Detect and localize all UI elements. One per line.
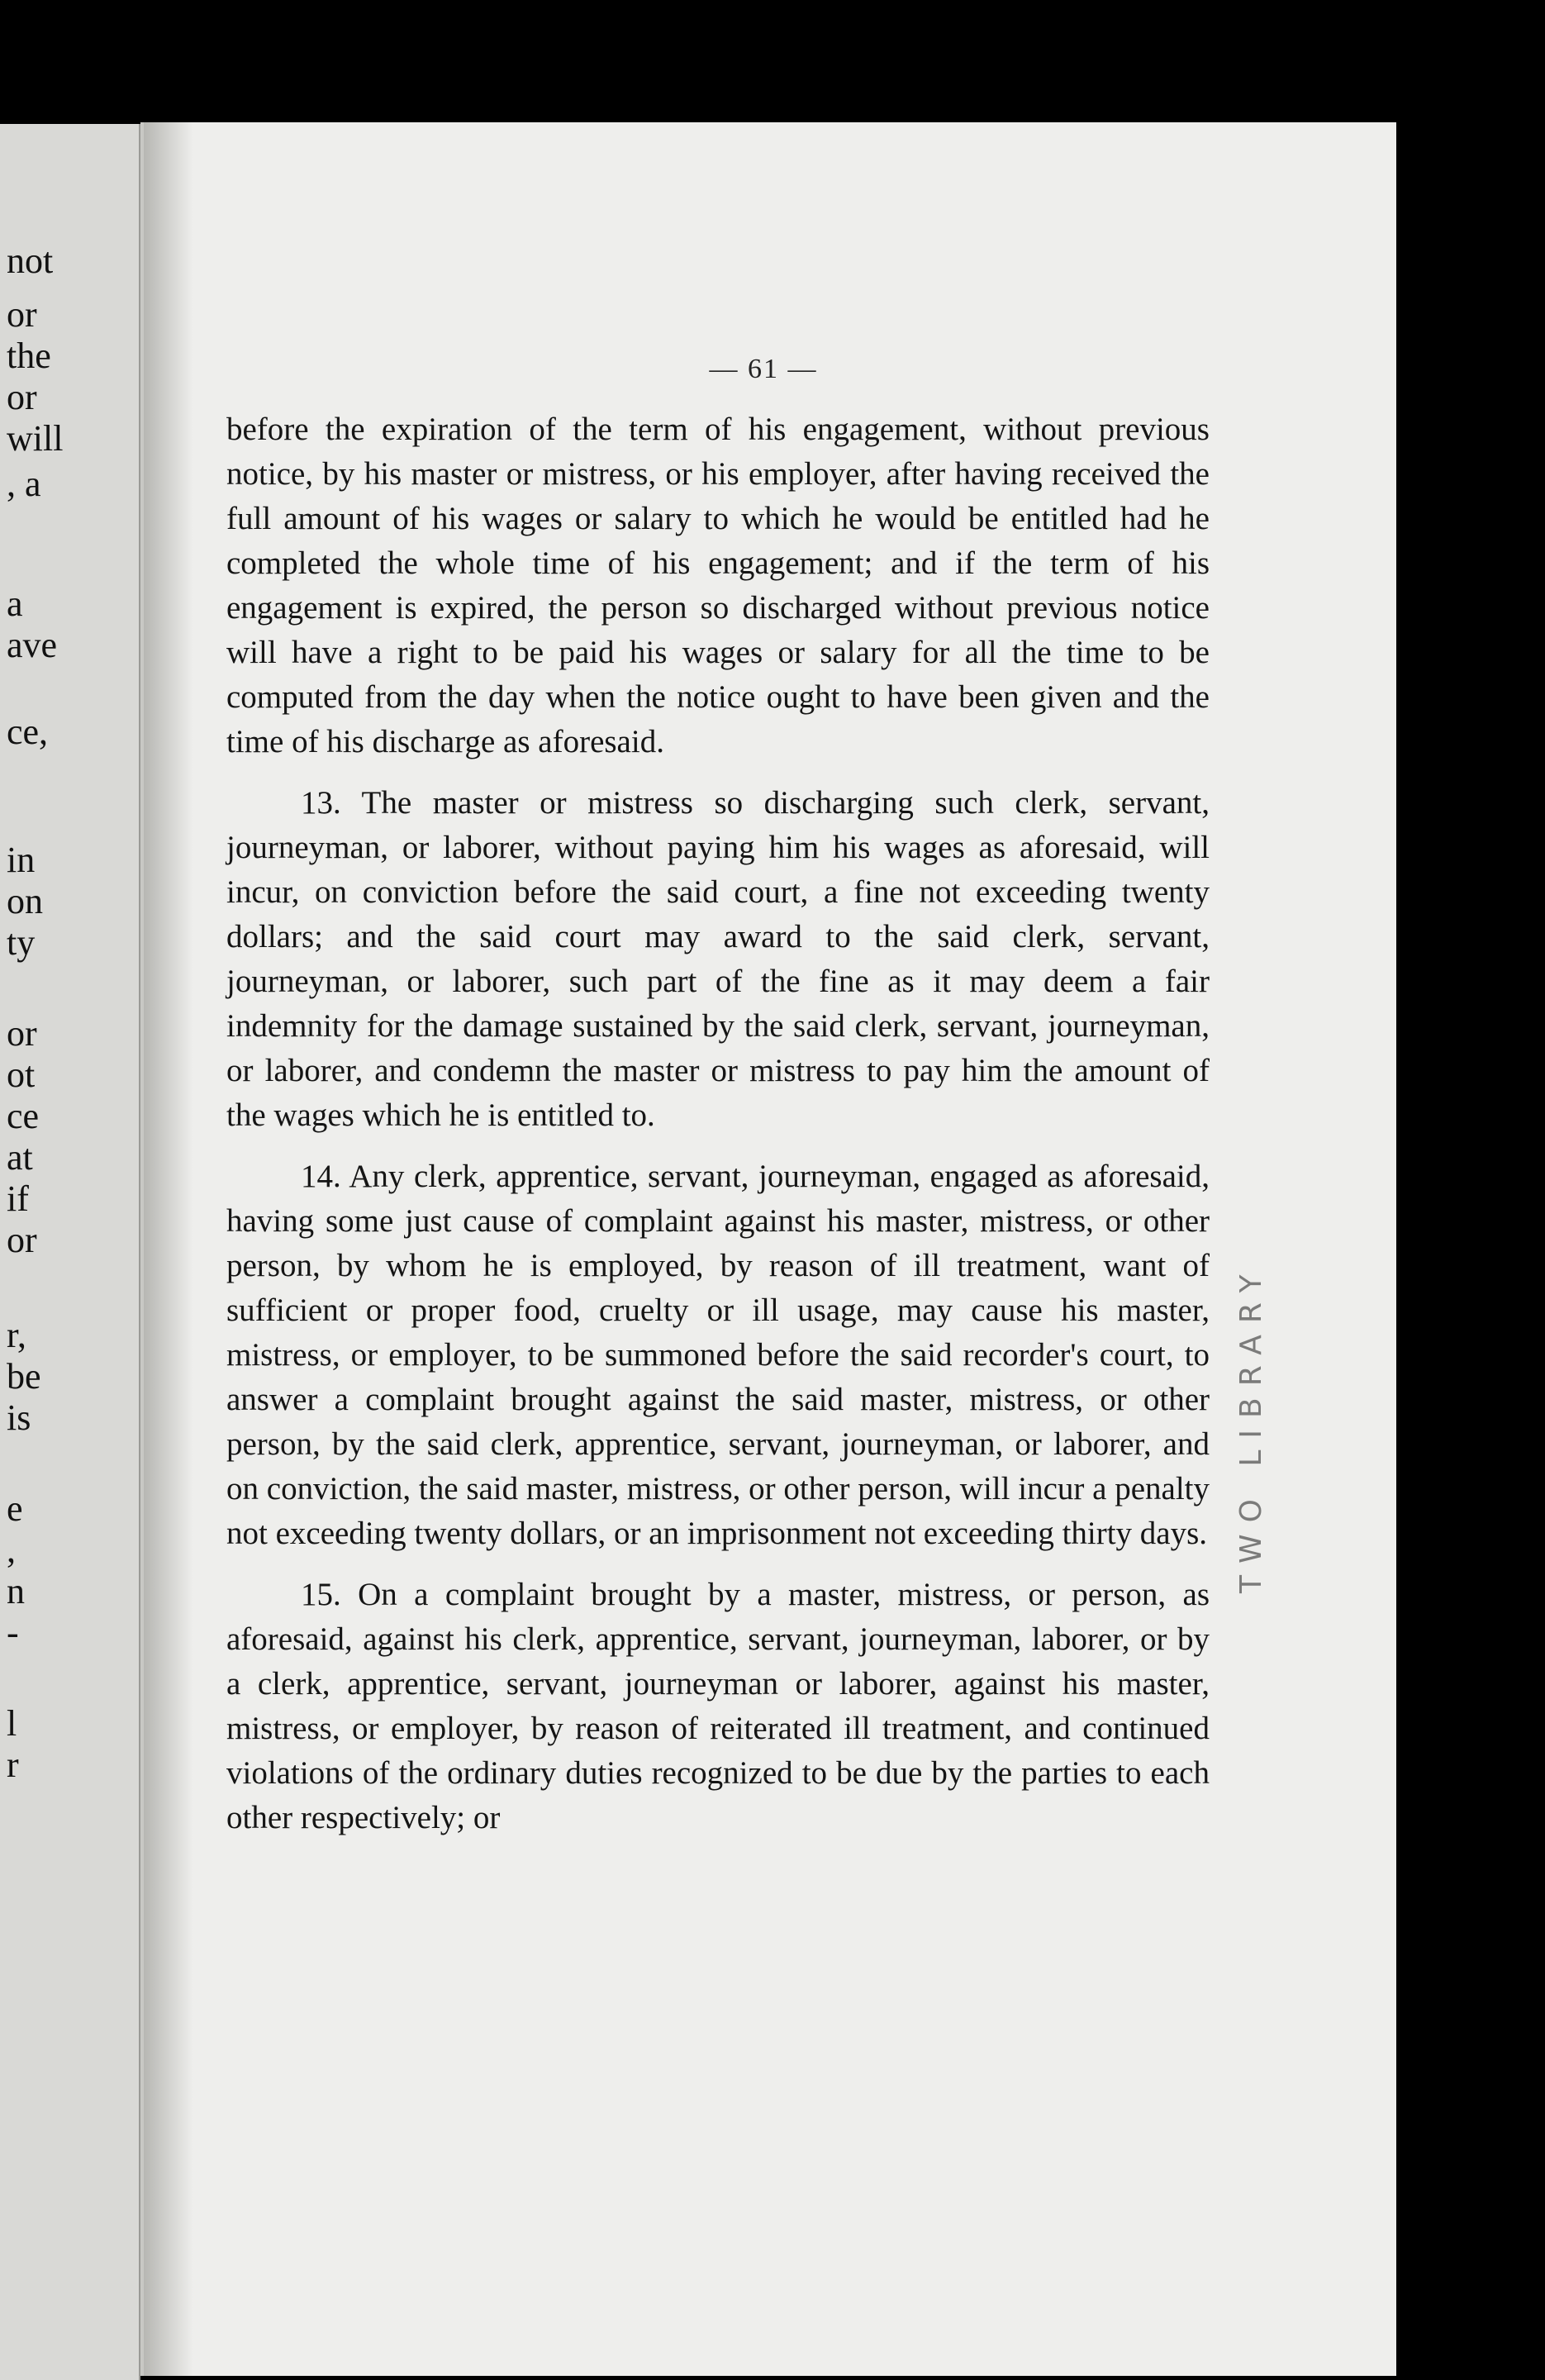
library-stamp: TWO LIBRARY	[1234, 1263, 1268, 1593]
body-text	[226, 407, 1210, 1857]
document-page	[140, 122, 1400, 2376]
left-page-fragment: or	[7, 294, 37, 335]
left-page-fragment: ce	[7, 1096, 40, 1136]
paragraph-section-15: 15. On a complaint brought by a master, mistress, or person, as aforesaid, against his clerk, apprentice, servant, journeyman, laborer, or by a clerk, apprentice, servant, journeyman or laborer, against his master, mistress, or employer, by reason of reiterated ill treatment, and continued violations of the ordinary duties recognized to be due by the parties to each other respectively; or	[226, 1577, 1210, 1835]
left-page-fragment: ot	[7, 1054, 36, 1095]
left-page-fragment: a	[7, 583, 23, 624]
left-page-fragment: r,	[7, 1315, 26, 1355]
paragraph-continuation: before the expiration of the term of his engagement, without previous notice, by his master or mistress, or his employer, after having received the full amount of his wages or salary to which he would be entitled had he completed the whole time of his engagement; and if the term of his engagement is expired, the person so discharged without previous notice will have a right to be paid his wages or salary for all the time to be computed from the day when the notice ought to have been given and the time of his discharge as aforesaid.	[226, 412, 1210, 759]
paragraph-section-14: 14. Any clerk, apprentice, servant, journeyman, engaged as aforesaid, having some just cause of complaint against his master, mistress, or other person, by whom he is employed, by reason of ill treatment, want of sufficient or proper food, cruelty or ill usage, may cause his master, mistress, or employer, to be summoned before the said recorder's court, to answer a complaint brought against the said master, mistress, or other person, by the said clerk, apprentice, servant, journeyman, or laborer, and on conviction, the said master, mistress, or other person, will incur a penalty not exceeding twenty dollars, or an imprisonment not exceeding thirty days.	[226, 1159, 1210, 1551]
left-page-fragment: r	[7, 1745, 19, 1785]
scan-background-right	[1396, 122, 1545, 2376]
left-page-fragment: , a	[7, 464, 41, 504]
page-number: — 61 —	[709, 354, 818, 384]
left-page-fragment: not	[7, 240, 54, 281]
page-gutter-shadow	[144, 122, 193, 2376]
left-page-fragment: is	[7, 1397, 31, 1438]
left-page-fragment: -	[7, 1612, 19, 1653]
left-page-fragment: at	[7, 1137, 33, 1178]
left-page-fragment: or	[7, 1013, 37, 1054]
left-page-fragment: or	[7, 1220, 37, 1260]
left-page-fragment: the	[7, 336, 51, 376]
left-page-fragment: or	[7, 377, 37, 417]
left-page-fragment: if	[7, 1178, 29, 1219]
left-page-fragment: in	[7, 840, 36, 880]
left-facing-page	[0, 124, 140, 2380]
left-page-fragment: n	[7, 1571, 25, 1611]
left-page-fragment: on	[7, 881, 43, 921]
left-page-fragment: ty	[7, 922, 36, 963]
left-page-fragment: ,	[7, 1530, 16, 1570]
left-page-fragment: e	[7, 1488, 23, 1529]
left-page-fragment: ave	[7, 625, 58, 665]
paragraph-section-13: 13. The master or mistress so discharging such clerk, servant, journeyman, or laborer, without paying him his wages as aforesaid, will incur, on conviction before the said court, a fine not exceeding twenty dollars; and the said court may award to the said clerk, servant, journeyman, or laborer, such part of the fine as it may deem a fair indemnity for the damage sustained by the said clerk, servant, journeyman, or laborer, and condemn the master or mistress to pay him the amount of the wages which he is entitled to.	[226, 785, 1210, 1133]
left-page-fragment: be	[7, 1356, 41, 1397]
left-page-fragment: l	[7, 1703, 17, 1744]
left-page-fragment: will	[7, 418, 64, 459]
left-page-fragment: ce,	[7, 712, 49, 752]
